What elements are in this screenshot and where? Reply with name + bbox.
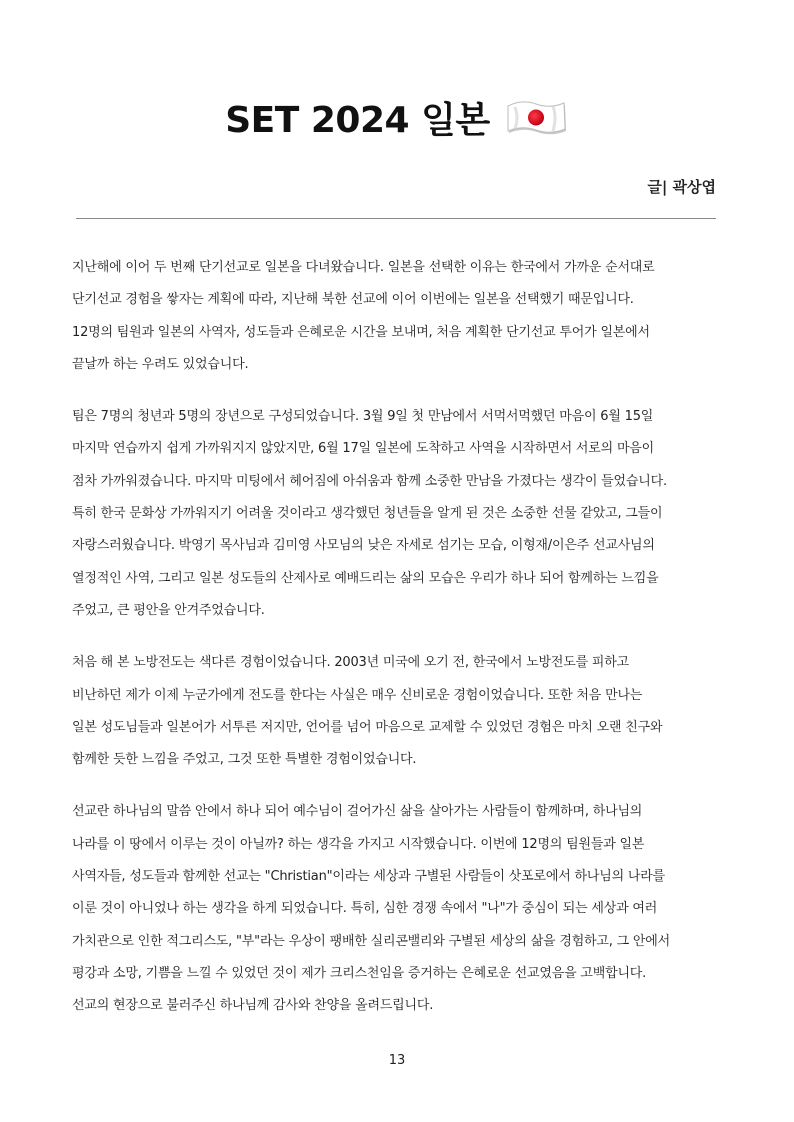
text-line: 마지막 연습까지 쉽게 가까워지지 않았지만, 6월 17일 일본에 도착하고 사역을 시작하면서 서로의 마음이 — [72, 441, 655, 457]
text-line: 주었고, 큰 평안을 안겨주었습니다. — [72, 602, 265, 618]
text-line: 일본 성도님들과 일본어가 서투른 저지만, 언어를 넘어 마음으로 교제할 수 있었던 경험은 마치 오랜 친구와 — [72, 719, 663, 735]
text-line: 가치관으로 인한 적그리스도, "부"라는 우상이 팽배한 실리콘밸리와 구별된 세상의 삶을 경험하고, 그 안에서 — [72, 933, 671, 949]
text-line: 선교란 하나님의 말씀 안에서 하나 되어 예수님이 걸어가신 삶을 살아가는 사람들이 함께하며, 하나님의 — [72, 804, 643, 820]
text-line: 12명의 팀원과 일본의 사역자, 성도들과 은혜로운 시간을 보내며, 처음 계획한 단기선교 투어가 일본에서 — [72, 324, 650, 340]
page-title: SET 2024 일본 — [225, 100, 490, 141]
japan-flag-icon — [505, 98, 569, 138]
japan-flag-graphic — [505, 98, 569, 138]
text-line: 끝날까 하는 우려도 있었습니다. — [72, 356, 249, 372]
paragraph-1 — [72, 252, 722, 381]
text-line: 비난하던 제가 이제 누군가에게 전도를 한다는 사실은 매우 신비로운 경험이었습니다. 또한 처음 만나는 — [72, 687, 643, 703]
author-byline: 글| 곽상엽 — [647, 178, 716, 196]
flag-red-disc — [528, 109, 544, 125]
paragraph-4 — [72, 796, 722, 1022]
text-line: 팀은 7명의 청년과 5명의 장년으로 구성되었습니다. 3월 9일 첫 만남에서 서먹서먹했던 마음이 6월 15일 — [72, 409, 654, 425]
text-line: 사역자들, 성도들과 함께한 선교는 "Christian"이라는 세상과 구별된 사람들이 삿포로에서 하나님의 나라를 — [72, 869, 665, 885]
header-divider — [76, 218, 716, 219]
text-line: 선교의 현장으로 불러주신 하나님께 감사와 찬양을 올려드립니다. — [72, 998, 434, 1014]
text-line: 특히 한국 문화상 가까워지기 어려울 것이라고 생각했던 청년들을 알게 된 것은 소중한 선물 같았고, 그들이 — [72, 506, 663, 522]
paragraph-3 — [72, 647, 722, 776]
text-line: 이룬 것이 아니었나 하는 생각을 하게 되었습니다. 특히, 심한 경쟁 속에서 "나"가 중심이 되는 세상과 여러 — [72, 901, 658, 917]
paragraph-2 — [72, 401, 722, 627]
text-line: 평강과 소망, 기쁨을 느낄 수 있었던 것이 제가 크리스천임을 증거하는 은혜로운 선교였음을 고백합니다. — [72, 965, 647, 981]
page-number: 13 — [388, 1053, 406, 1068]
text-line: 처음 해 본 노방전도는 색다른 경험이었습니다. 2003년 미국에 오기 전, 한국에서 노방전도를 피하고 — [72, 655, 629, 671]
article-body — [72, 252, 722, 1043]
text-line: 함께한 듯한 느낌을 주었고, 그것 또한 특별한 경험이었습니다. — [72, 752, 417, 768]
title-row — [0, 92, 794, 148]
text-line: 점차 가까워졌습니다. 마지막 미팅에서 헤어짐에 아쉬움과 함께 소중한 만남을 가졌다는 생각이 들었습니다. — [72, 473, 667, 489]
text-line: 자랑스러웠습니다. 박영기 목사님과 김미영 사모님의 낮은 자세로 섬기는 모습, 이형재/이은주 선교사님의 — [72, 538, 655, 554]
text-line: 나라를 이 땅에서 이루는 것이 아닐까? 하는 생각을 가지고 시작했습니다. 이번에 12명의 팀원들과 일본 — [72, 836, 645, 852]
text-line: 열정적인 사역, 그리고 일본 성도들의 산제사로 예배드리는 삶의 모습은 우리가 하나 되어 함께하는 느낌을 — [72, 570, 659, 586]
text-line: 지난해에 이어 두 번째 단기선교로 일본을 다녀왔습니다. 일본을 선택한 이유는 한국에서 가까운 순서대로 — [72, 260, 655, 275]
text-line: 단기선교 경험을 쌓자는 계획에 따라, 지난해 북한 선교에 이어 이번에는 일본을 선택했기 때문입니다. — [72, 292, 634, 308]
